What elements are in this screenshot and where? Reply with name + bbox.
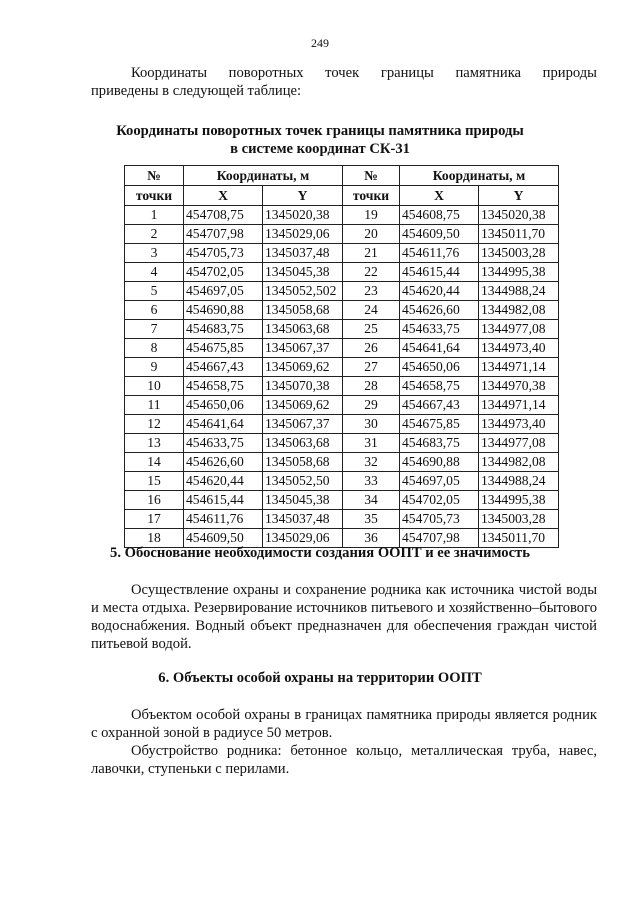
x-value-right: 454650,06 [400, 358, 479, 377]
y-value-right: 1345003,28 [479, 244, 559, 263]
x-value-right: 454609,50 [400, 225, 479, 244]
y-value-right: 1344971,14 [479, 396, 559, 415]
header-y-2: Y [479, 186, 559, 206]
y-value-left: 1345052,502 [263, 282, 343, 301]
point-number-right: 30 [343, 415, 400, 434]
table-row [125, 301, 559, 320]
table-row [125, 453, 559, 472]
header-point-2: точки [343, 186, 400, 206]
table-row [125, 491, 559, 510]
table-row [125, 396, 559, 415]
x-value-right: 454697,05 [400, 472, 479, 491]
table-row [125, 263, 559, 282]
table-title-line-1: Координаты поворотных точек границы памятника природы [116, 123, 524, 139]
x-value-right: 454658,75 [400, 377, 479, 396]
table-row [125, 377, 559, 396]
x-value-left: 454683,75 [184, 320, 263, 339]
x-value-left: 454705,73 [184, 244, 263, 263]
y-value-right: 1344982,08 [479, 453, 559, 472]
coordinates-table [124, 165, 559, 548]
point-number-left: 17 [125, 510, 184, 529]
x-value-left: 454707,98 [184, 225, 263, 244]
table-row [125, 282, 559, 301]
x-value-left: 454615,44 [184, 491, 263, 510]
y-value-right: 1344988,24 [479, 282, 559, 301]
table-row [125, 434, 559, 453]
section-5-heading: 5. Обоснование необходимости создания ООПТ и ее значимость [110, 545, 530, 561]
x-value-right: 454608,75 [400, 206, 479, 225]
point-number-right: 32 [343, 453, 400, 472]
x-value-left: 454690,88 [184, 301, 263, 320]
y-value-left: 1345045,38 [263, 263, 343, 282]
point-number-left: 8 [125, 339, 184, 358]
x-value-right: 454683,75 [400, 434, 479, 453]
y-value-right: 1344977,08 [479, 434, 559, 453]
table-row [125, 358, 559, 377]
intro-line-1: Координаты поворотных точек границы памятника природы [131, 65, 597, 81]
x-value-left: 454641,64 [184, 415, 263, 434]
x-value-right: 454690,88 [400, 453, 479, 472]
x-value-left: 454650,06 [184, 396, 263, 415]
y-value-right: 1345020,38 [479, 206, 559, 225]
x-value-left: 454702,05 [184, 263, 263, 282]
x-value-left: 454626,60 [184, 453, 263, 472]
y-value-left: 1345063,68 [263, 320, 343, 339]
y-value-left: 1345037,48 [263, 244, 343, 263]
point-number-left: 1 [125, 206, 184, 225]
y-value-right: 1344971,14 [479, 358, 559, 377]
point-number-right: 34 [343, 491, 400, 510]
point-number-right: 19 [343, 206, 400, 225]
point-number-right: 25 [343, 320, 400, 339]
x-value-left: 454609,50 [184, 529, 263, 548]
x-value-left: 454658,75 [184, 377, 263, 396]
point-number-left: 2 [125, 225, 184, 244]
x-value-right: 454611,76 [400, 244, 479, 263]
point-number-left: 9 [125, 358, 184, 377]
point-number-left: 18 [125, 529, 184, 548]
y-value-right: 1344973,40 [479, 415, 559, 434]
x-value-right: 454702,05 [400, 491, 479, 510]
y-value-right: 1345011,70 [479, 529, 559, 548]
x-value-right: 454633,75 [400, 320, 479, 339]
y-value-left: 1345037,48 [263, 510, 343, 529]
y-value-left: 1345067,37 [263, 339, 343, 358]
y-value-left: 1345045,38 [263, 491, 343, 510]
y-value-right: 1344973,40 [479, 339, 559, 358]
header-x-2: X [400, 186, 479, 206]
point-number-right: 24 [343, 301, 400, 320]
point-number-right: 29 [343, 396, 400, 415]
point-number-right: 28 [343, 377, 400, 396]
header-num-1: № [125, 166, 184, 186]
header-y-1: Y [263, 186, 343, 206]
header-coords-1: Координаты, м [184, 166, 343, 186]
table-header-row-2 [125, 186, 559, 206]
point-number-left: 16 [125, 491, 184, 510]
table-row [125, 244, 559, 263]
point-number-right: 33 [343, 472, 400, 491]
x-value-left: 454697,05 [184, 282, 263, 301]
y-value-right: 1344977,08 [479, 320, 559, 339]
x-value-left: 454708,75 [184, 206, 263, 225]
y-value-left: 1345069,62 [263, 396, 343, 415]
point-number-left: 12 [125, 415, 184, 434]
point-number-right: 23 [343, 282, 400, 301]
point-number-left: 14 [125, 453, 184, 472]
x-value-right: 454626,60 [400, 301, 479, 320]
header-point-1: точки [125, 186, 184, 206]
header-coords-2: Координаты, м [400, 166, 559, 186]
y-value-right: 1344970,38 [479, 377, 559, 396]
x-value-left: 454611,76 [184, 510, 263, 529]
header-x-1: X [184, 186, 263, 206]
table-title-line-2: в системе координат СК-31 [230, 141, 410, 157]
header-num-2: № [343, 166, 400, 186]
table-row [125, 339, 559, 358]
y-value-right: 1344982,08 [479, 301, 559, 320]
y-value-left: 1345063,68 [263, 434, 343, 453]
intro-line-2: приведены в следующей таблице: [91, 83, 302, 99]
x-value-left: 454667,43 [184, 358, 263, 377]
point-number-right: 35 [343, 510, 400, 529]
section-6-paragraph-2: Обустройство родника: бетонное кольцо, металлическая труба, навес, лавочки, ступеньки с перилами. [91, 743, 597, 777]
x-value-right: 454707,98 [400, 529, 479, 548]
table-row [125, 472, 559, 491]
x-value-right: 454620,44 [400, 282, 479, 301]
y-value-right: 1345003,28 [479, 510, 559, 529]
point-number-left: 5 [125, 282, 184, 301]
x-value-left: 454620,44 [184, 472, 263, 491]
point-number-left: 7 [125, 320, 184, 339]
y-value-left: 1345058,68 [263, 301, 343, 320]
point-number-left: 4 [125, 263, 184, 282]
y-value-left: 1345067,37 [263, 415, 343, 434]
section-5-text: Осуществление охраны и сохранение родника как источника чистой воды и места отдыха. Резервирование источников питьевого и хозяйственно–бытового водоснабжения. Водный объект предназначен для обеспечения граждан чистой питьевой водой. [91, 582, 597, 652]
x-value-left: 454633,75 [184, 434, 263, 453]
point-number-left: 13 [125, 434, 184, 453]
x-value-right: 454641,64 [400, 339, 479, 358]
x-value-right: 454705,73 [400, 510, 479, 529]
point-number-right: 22 [343, 263, 400, 282]
x-value-right: 454615,44 [400, 263, 479, 282]
table-row [125, 206, 559, 225]
x-value-right: 454667,43 [400, 396, 479, 415]
point-number-left: 6 [125, 301, 184, 320]
table-row [125, 225, 559, 244]
section-6-heading: 6. Объекты особой охраны на территории ООПТ [158, 670, 482, 686]
point-number-right: 26 [343, 339, 400, 358]
point-number-left: 10 [125, 377, 184, 396]
y-value-left: 1345052,50 [263, 472, 343, 491]
point-number-right: 21 [343, 244, 400, 263]
point-number-right: 31 [343, 434, 400, 453]
table-row [125, 510, 559, 529]
y-value-left: 1345069,62 [263, 358, 343, 377]
point-number-left: 15 [125, 472, 184, 491]
x-value-right: 454675,85 [400, 415, 479, 434]
page-number: 249 [311, 36, 329, 50]
y-value-right: 1344995,38 [479, 263, 559, 282]
y-value-left: 1345029,06 [263, 225, 343, 244]
table-row [125, 415, 559, 434]
point-number-left: 11 [125, 396, 184, 415]
point-number-right: 36 [343, 529, 400, 548]
y-value-left: 1345070,38 [263, 377, 343, 396]
point-number-left: 3 [125, 244, 184, 263]
x-value-left: 454675,85 [184, 339, 263, 358]
y-value-left: 1345058,68 [263, 453, 343, 472]
y-value-right: 1344988,24 [479, 472, 559, 491]
point-number-right: 20 [343, 225, 400, 244]
table-row [125, 320, 559, 339]
table-header-row-1 [125, 166, 559, 186]
section-6-paragraph-1: Объектом особой охраны в границах памятника природы является родник с охранной зоной в радиусе 50 метров. [91, 707, 597, 741]
y-value-left: 1345029,06 [263, 529, 343, 548]
coordinates-table-body [125, 206, 559, 548]
y-value-right: 1345011,70 [479, 225, 559, 244]
y-value-left: 1345020,38 [263, 206, 343, 225]
y-value-right: 1344995,38 [479, 491, 559, 510]
point-number-right: 27 [343, 358, 400, 377]
